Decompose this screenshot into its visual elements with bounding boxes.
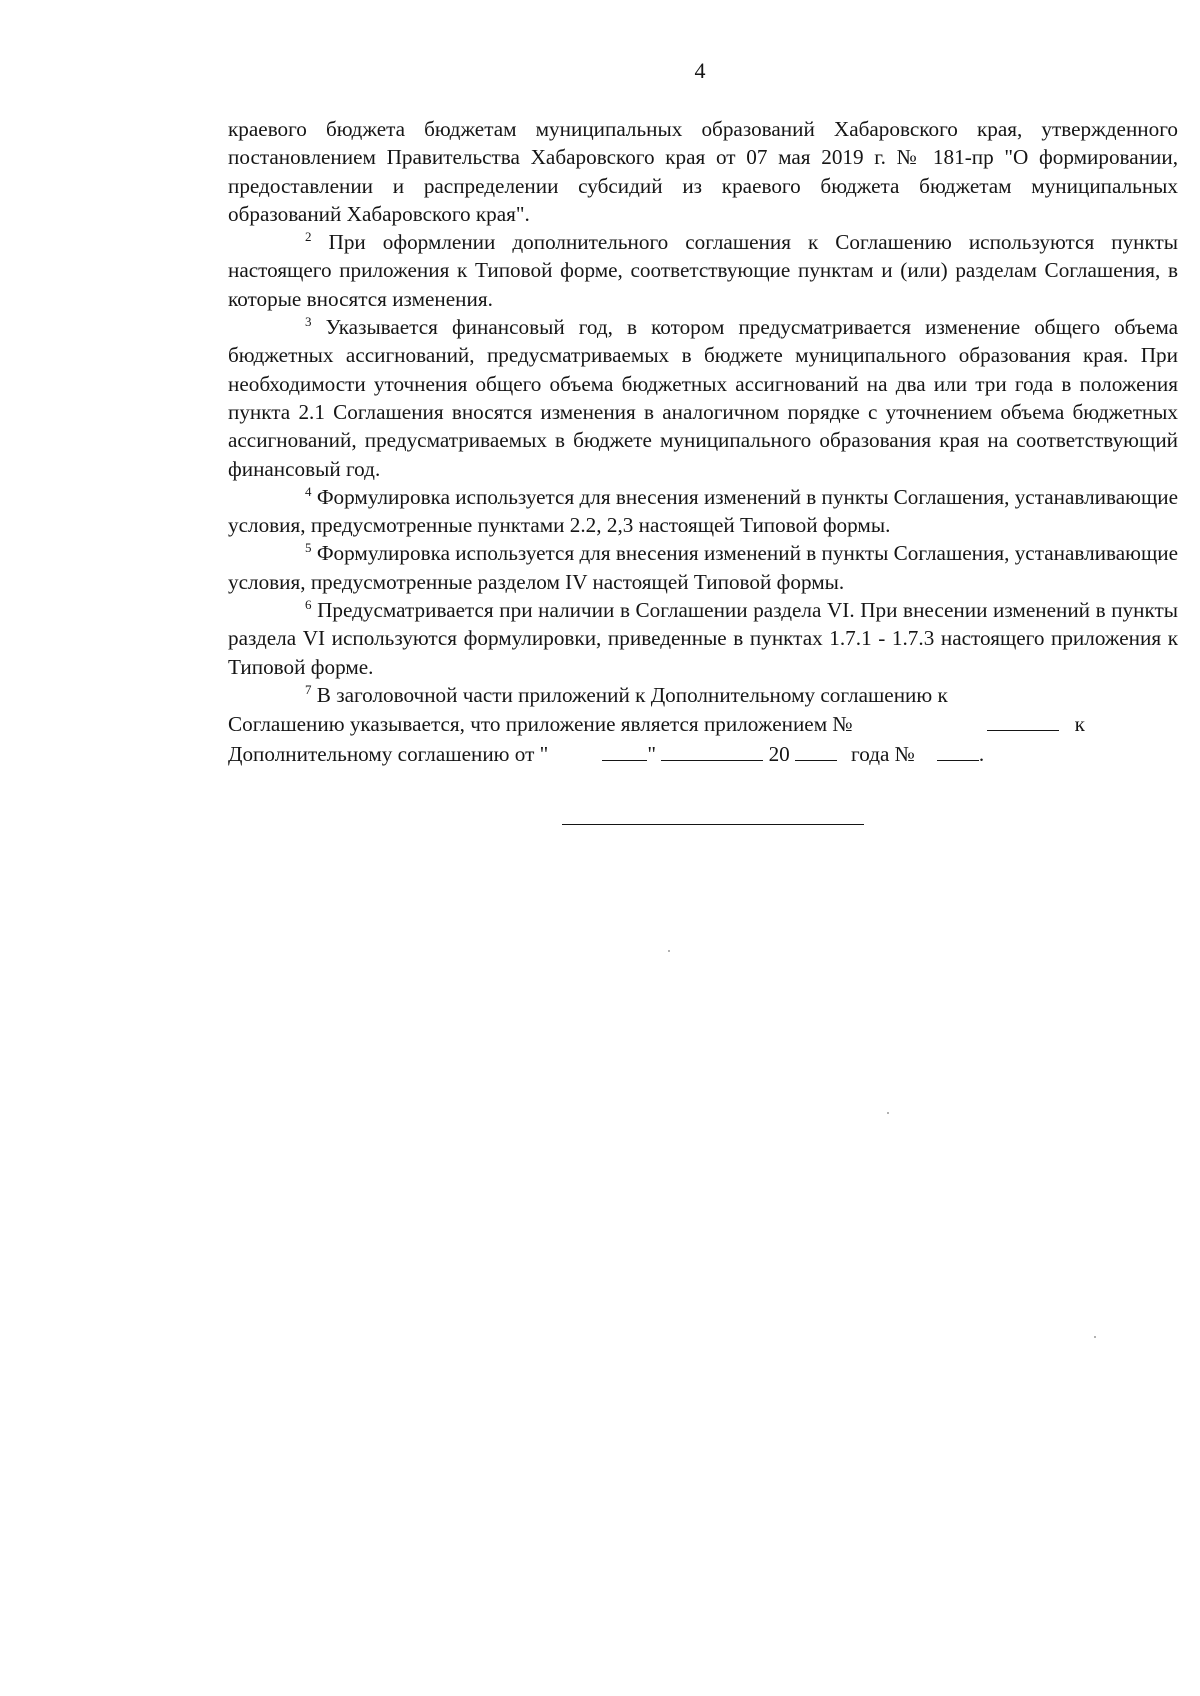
footnote-text: При оформлении дополнительного соглашения к Соглашению используются пункты настоящего приложения к Типовой форме, соответствующие пунктам и (или) разделам Соглашения, в которые вносятся изменения. <box>228 230 1178 311</box>
page-number: 4 <box>694 58 706 83</box>
footnote-text: В заголовочной части приложений к Дополнительному соглашению к <box>316 682 948 707</box>
number-blank <box>937 739 979 761</box>
month-blank <box>661 739 763 761</box>
appendix-number-blank <box>987 709 1059 731</box>
footnote-marker: 5 <box>305 540 312 556</box>
footnote-text: Дополнительному соглашению от " <box>228 741 549 766</box>
footnote-text: к <box>1074 712 1085 737</box>
footnote-text: " <box>647 741 656 766</box>
scan-speck <box>887 1112 889 1114</box>
footnote-text: . <box>978 741 985 766</box>
day-blank <box>602 739 647 761</box>
footnote-text: Соглашению указывается, что приложение является приложением № <box>228 712 853 737</box>
footnote-text: Формулировка используется для внесения изменений в пункты Соглашения, устанавливающие условия, предусмотренные пунктами 2.2, 2,3 настоящей Типовой формы. <box>228 484 1179 538</box>
footnote-marker: 2 <box>305 229 312 245</box>
footnote-text: Предусматривается при наличии в Соглашении раздела VI. При внесении изменений в пункты раздела VI используются формулировки, приведенные в пунктах 1.7.1 - 1.7.3 настоящего приложения к Типовой форме. <box>228 598 1179 679</box>
document-body <box>228 115 1178 768</box>
footnote-2 <box>228 228 1178 313</box>
footnote-marker: 7 <box>305 681 312 697</box>
footnote-text: 20 <box>768 741 790 766</box>
scan-speck <box>668 950 670 952</box>
footnote-7 <box>228 681 1178 768</box>
footnote-marker: 6 <box>305 597 312 613</box>
year-blank <box>795 739 837 761</box>
footnote-6 <box>228 596 1178 681</box>
footnote-4 <box>228 483 1178 540</box>
footnote-marker: 3 <box>305 314 312 330</box>
footnote-marker: 4 <box>305 483 312 499</box>
footnote-7-line-3 <box>228 739 1178 768</box>
footnote-text: Указывается финансовый год, в котором предусматривается изменение общего объема бюджетных ассигнований, предусматриваемых в бюджете муниципального образования края. При необходимости уточнения общего объема бюджетных ассигнований на два или три года в положения пункта 2.1 Соглашения вносятся изменения в аналогичном порядке с уточнением объема бюджетных ассигнований, предусматриваемых в бюджете муниципального образования края на соответствующий финансовый год. <box>228 315 1178 481</box>
footnote-7-line-1 <box>228 681 1178 709</box>
footnote-text: года № <box>851 741 915 766</box>
closing-separator-line <box>562 824 864 825</box>
footnote-text: Формулировка используется для внесения изменений в пункты Соглашения, устанавливающие условия, предусмотренные разделом IV настоящей Типовой формы. <box>228 541 1179 594</box>
footnote-1-continuation: краевого бюджета бюджетам муниципальных образований Хабаровского края, утвержденного постановлением Правительства Хабаровского края от 07 мая 2019 г. № 181-пр "О формировании, предоставлении и распределении субсидий из краевого бюджета бюджетам муниципальных образований Хабаровского края". <box>228 117 1178 226</box>
footnote-3 <box>228 313 1178 483</box>
scan-speck <box>1094 1336 1096 1338</box>
footnote-7-line-2 <box>228 709 1178 738</box>
footnote-5 <box>228 539 1178 596</box>
